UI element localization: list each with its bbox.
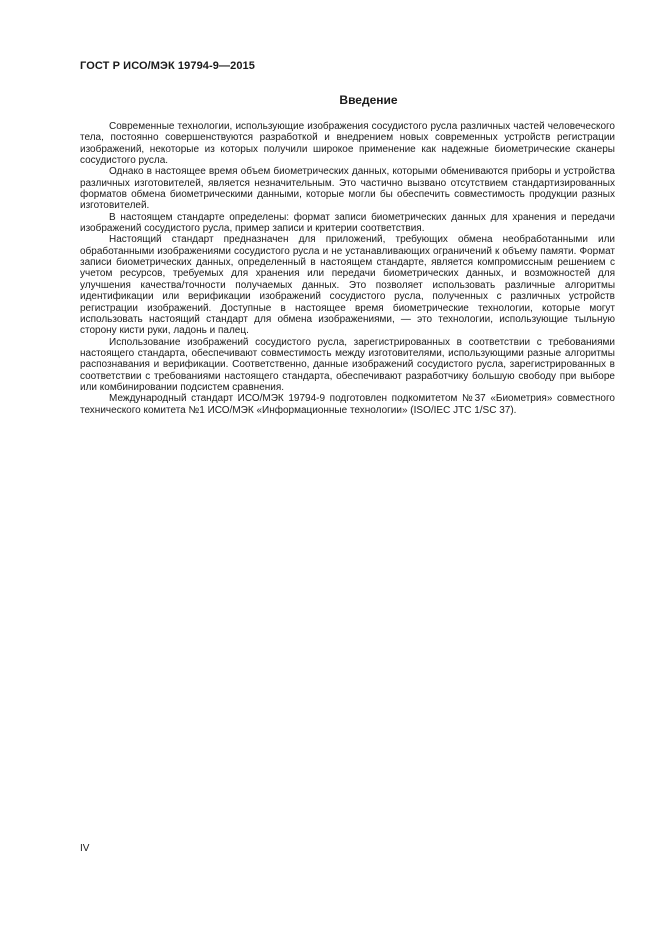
- paragraph: В настоящем стандарте определены: формат записи биометрических данных для хранения и передачи изображений сосудистого русла, пример записи и критерии соответствия.: [80, 211, 615, 235]
- paragraph: Настоящий стандарт предназначен для приложений, требующих обмена необработанными или обработанными изображениями сосудистого русла и не устанавливающих ограничений к объему памяти. Формат записи биометрических данных, определенный в настоящем стандарте, является компромиссным решением с учетом ресурсов, требуемых для хранения или передачи биометрических данных, и возможностей для улучшения качества/точности получаемых данных. Это позволяет использовать различные алгоритмы идентификации или верификации изображений сосудистого русла, полученных с различных устройств регистрации изображений. Доступные в настоящее время биометрические технологии, которые могут использовать настоящий стандарт для обмена изображениями, — это технологии, использующие тыльную сторону кисти руки, ладонь и палец.: [80, 234, 615, 337]
- document-header: ГОСТ Р ИСО/МЭК 19794-9—2015: [80, 60, 255, 72]
- paragraph: Использование изображений сосудистого русла, зарегистрированных в соответствии с требованиями настоящего стандарта, обеспечивают совместимость между изготовителями, использующими разные алгоритмы распознавания и верификации. Соответственно, данные изображений сосудистого русла, зарегистрированных в соответствии с требованиями настоящего стандарта, обеспечивают разработчику большую свободу при выборе или комбинировании подсистем сравнения.: [80, 336, 615, 393]
- paragraph: Современные технологии, использующие изображения сосудистого русла различных частей человеческого тела, постоянно совершенствуются разработкой и внедрением новых современных устройств регистрации изображений, некоторые из которых получили широкое применение как надежные биометрические сканеры сосудистого русла.: [80, 121, 615, 167]
- paragraph: Международный стандарт ИСО/МЭК 19794-9 подготовлен подкомитетом №37 «Биометрия» совместного технического комитета №1 ИСО/МЭК «Информационные технологии» (ISO/IEC JTC 1/SC 37).: [80, 393, 615, 416]
- paragraph: Однако в настоящее время объем биометрических данных, которыми обмениваются приборы и устройства различных изготовителей, является незначительным. Это частично вызвано отсутствием стандартизированных форматов обмена биометрическими данными, которые могли бы обеспечить совместимость продукции разных изготовителей.: [80, 166, 615, 212]
- page-number: IV: [80, 843, 90, 854]
- section-title: Введение: [339, 93, 398, 107]
- body-text: [80, 121, 615, 416]
